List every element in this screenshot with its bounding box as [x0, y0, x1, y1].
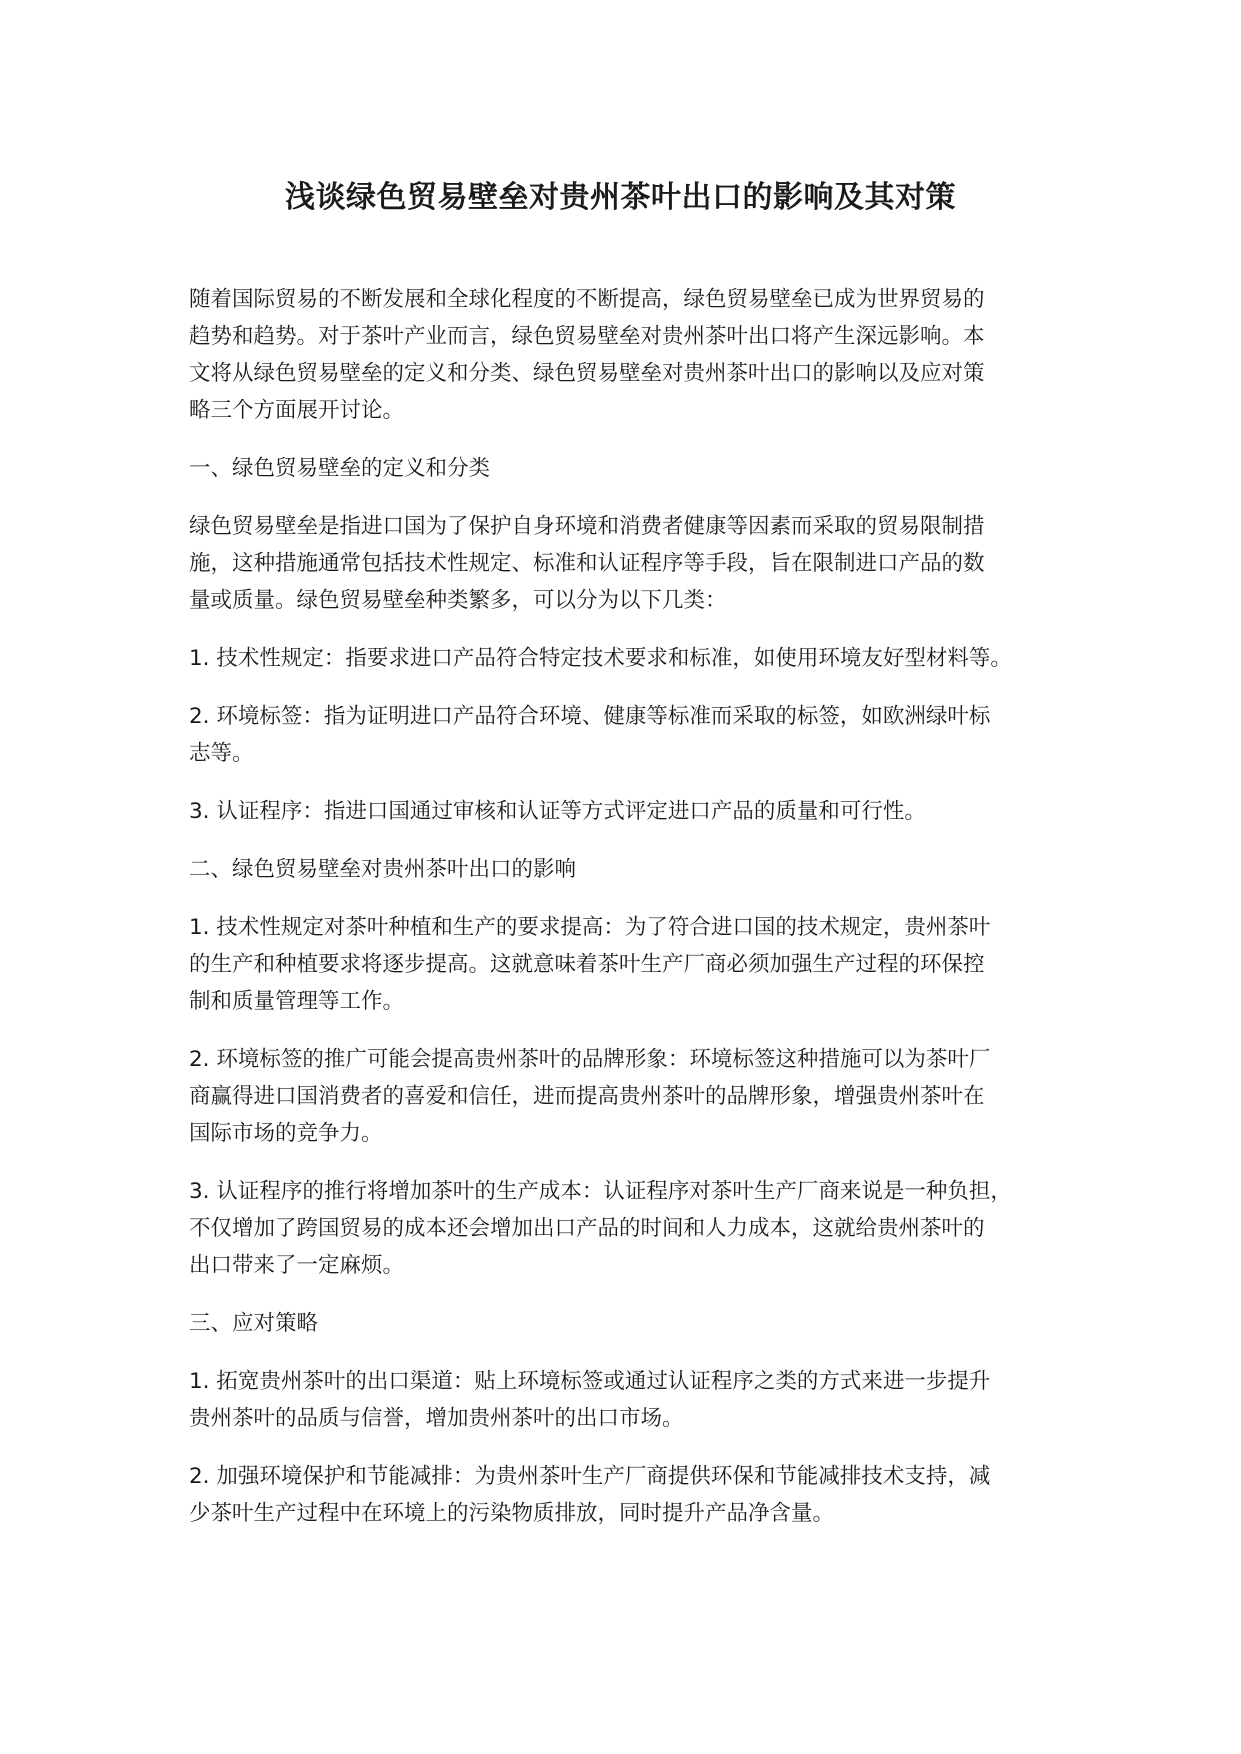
text-line: 绿色贸易壁垒是指进口国为了保护自身环境和消费者健康等因素而采取的贸易限制措	[189, 514, 985, 539]
text-line: 商赢得进口国消费者的喜爱和信任，进而提高贵州茶叶的品牌形象，增强贵州茶叶在	[189, 1084, 985, 1109]
list-item	[189, 909, 1069, 1020]
document-title: 浅谈绿色贸易壁垒对贵州茶叶出口的影响及其对策	[285, 180, 956, 215]
text-line: 出口带来了一定麻烦。	[189, 1253, 405, 1278]
list-item	[189, 1363, 1069, 1437]
text-line: 国际市场的竞争力。	[189, 1121, 383, 1146]
list-item	[189, 1458, 1069, 1532]
text-line: 1. 拓宽贵州茶叶的出口渠道：贴上环境标签或通过认证程序之类的方式来进一步提升	[189, 1369, 991, 1394]
document-body	[189, 281, 1069, 1532]
text-line: 不仅增加了跨国贸易的成本还会增加出口产品的时间和人力成本，这就给贵州茶叶的	[189, 1216, 985, 1241]
text-line: 文将从绿色贸易壁垒的定义和分类、绿色贸易壁垒对贵州茶叶出口的影响以及应对策	[189, 361, 985, 386]
text-line: 随着国际贸易的不断发展和全球化程度的不断提高，绿色贸易壁垒已成为世界贸易的	[189, 287, 985, 312]
list-item	[189, 698, 1069, 772]
section-heading-1: 一、绿色贸易壁垒的定义和分类	[189, 456, 491, 481]
list-item	[189, 793, 1069, 830]
section-heading-2: 二、绿色贸易壁垒对贵州茶叶出口的影响	[189, 857, 577, 882]
text-line: 1. 技术性规定对茶叶种植和生产的要求提高：为了符合进口国的技术规定，贵州茶叶	[189, 915, 991, 940]
text-line: 志等。	[189, 741, 254, 766]
text-line: 趋势和趋势。对于茶叶产业而言，绿色贸易壁垒对贵州茶叶出口将产生深远影响。本	[189, 324, 985, 349]
definition-paragraph	[189, 508, 1069, 619]
text-line: 2. 环境标签的推广可能会提高贵州茶叶的品牌形象：环境标签这种措施可以为茶叶厂	[189, 1047, 991, 1072]
text-line: 3. 认证程序：指进口国通过审核和认证等方式评定进口产品的质量和可行性。	[189, 799, 926, 824]
list-item	[189, 1041, 1069, 1152]
text-line: 1. 技术性规定：指要求进口产品符合特定技术要求和标准，如使用环境友好型材料等。	[189, 646, 1012, 671]
section-heading-3: 三、应对策略	[189, 1311, 319, 1336]
text-line: 2. 加强环境保护和节能减排：为贵州茶叶生产厂商提供环保和节能减排技术支持，减	[189, 1464, 991, 1489]
text-line: 的生产和种植要求将逐步提高。这就意味着茶叶生产厂商必须加强生产过程的环保控	[189, 952, 985, 977]
text-line: 贵州茶叶的品质与信誉，增加贵州茶叶的出口市场。	[189, 1406, 684, 1431]
text-line: 少茶叶生产过程中在环境上的污染物质排放，同时提升产品净含量。	[189, 1501, 835, 1526]
text-line: 略三个方面展开讨论。	[189, 398, 405, 423]
intro-paragraph	[189, 281, 1069, 429]
text-line: 施，这种措施通常包括技术性规定、标准和认证程序等手段，旨在限制进口产品的数	[189, 551, 985, 576]
list-item	[189, 640, 1069, 677]
list-item	[189, 1173, 1069, 1284]
text-line: 3. 认证程序的推行将增加茶叶的生产成本：认证程序对茶叶生产厂商来说是一种负担，	[189, 1179, 1012, 1204]
text-line: 量或质量。绿色贸易壁垒种类繁多，可以分为以下几类：	[189, 588, 727, 613]
text-line: 制和质量管理等工作。	[189, 989, 405, 1014]
text-line: 2. 环境标签：指为证明进口产品符合环境、健康等标准而采取的标签，如欧洲绿叶标	[189, 704, 991, 729]
